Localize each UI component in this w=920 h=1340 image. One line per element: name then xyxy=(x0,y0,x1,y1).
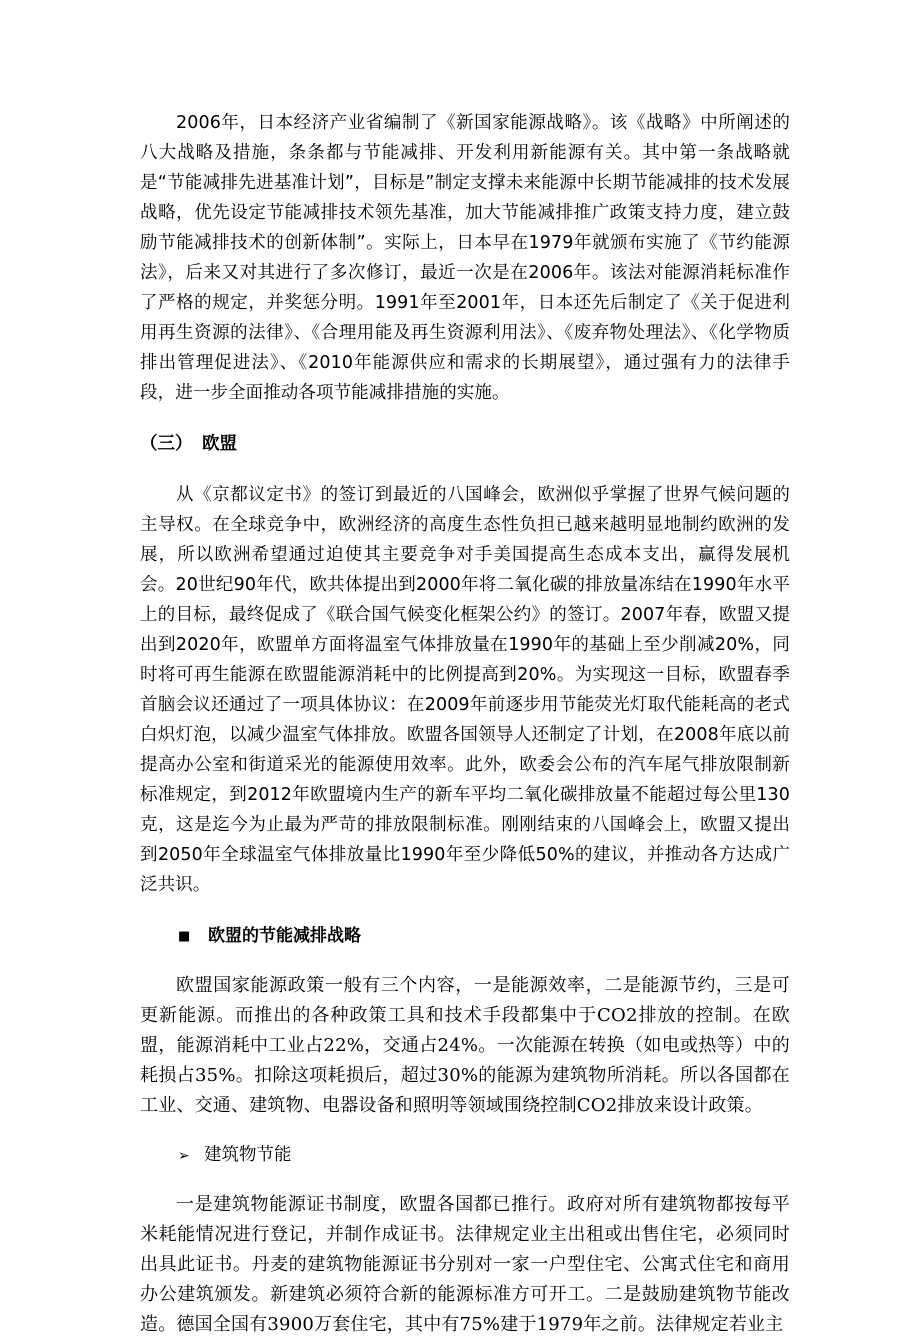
arrow-bullet-icon: ➢ xyxy=(178,1148,190,1164)
square-bullet-icon: ■ xyxy=(178,929,191,944)
sub-heading-building xyxy=(140,1140,790,1171)
paragraph-building-energy: 一是建筑物能源证书制度，欧盟各国都已推行。政府对所有建筑物都按每平米耗能情况进行登记，并制作成证书。法律规定业主出租或出售住宅，必须同时出具此证书。丹麦的建筑物能源证书分别对一家一户型住宅、公寓式住宅和商用办公建筑颁发。新建筑必须符合新的能源标准方可开工。二是鼓励建筑物节能改造。德国全国有3900万套住宅，其中有75%建于1979年之前。法律规定若业主 xyxy=(140,1194,790,1335)
document-page xyxy=(140,108,790,1340)
spacer xyxy=(140,900,790,921)
spacer xyxy=(140,952,790,971)
section-title: 欧盟 xyxy=(202,434,237,454)
paragraph-eu-energy-policy: 欧盟国家能源政策一般有三个内容，一是能源效率，二是能源节约，三是可更新能源。而推出的各种政策工具和技术手段都集中于CO2排放的控制。在欧盟，能源消耗中工业占22%，交通占24%。一次能源在转换（如电或热等）中的耗损占35%。扣除这项耗损后，超过30%的能源为建筑物所消耗。所以各国都在工业、交通、建筑物、电器设备和照明等领域围绕控制CO2排放来设计政策。 xyxy=(140,975,790,1116)
spacer xyxy=(140,459,790,480)
bullet-heading-eu-strategy xyxy=(140,921,790,952)
sub-heading-title: 建筑物节能 xyxy=(204,1145,292,1165)
spacer xyxy=(140,1121,790,1140)
paragraph-japan-strategy: 2006年，日本经济产业省编制了《新国家能源战略》。该《战略》中所阐述的八大战略及措施，条条都与节能减排、开发利用新能源有关。其中第一条战略就是“节能减排先进基准计划”，目标是”制定支撑未来能源中长期节能减排的技术发展战略，优先设定节能减排技术领先基准，加大节能减排推广政策支持力度，建立鼓励节能减排技术的创新体制”。实际上，日本早在1979年就颁布实施了《节约能源法》，后来又对其进行了多次修订，最近一次是在2006年。该法对能源消耗标准作了严格的规定，并奖惩分明。1991年至2001年，日本还先后制定了《关于促进利用再生资源的法律》、《合理用能及再生资源利用法》、《废弃物处理法》、《化学物质排出管理促进法》、《2010年能源供应和需求的长期展望》，通过强有力的法律手段，进一步全面推动各项节能减排措施的实施。 xyxy=(140,113,790,403)
spacer xyxy=(140,408,790,429)
spacer xyxy=(140,1171,790,1190)
bullet-heading-title: 欧盟的节能减排战略 xyxy=(208,926,361,946)
paragraph-eu-overview: 从《京都议定书》的签订到最近的八国峰会，欧洲似乎掌握了世界气候问题的主导权。在全球竞争中，欧洲经济的高度生态性负担已越来越明显地制约欧洲的发展，所以欧洲希望通过迫使其主要竞争对手美国提高生态成本支出，赢得发展机会。20世纪90年代，欧共体提出到2000年将二氧化碳的排放量冻结在1990年水平上的目标，最终促成了《联合国气候变化框架公约》的签订。2007年春，欧盟又提出到2020年，欧盟单方面将温室气体排放量在1990年的基础上至少削减20%，同时将可再生能源在欧盟能源消耗中的比例提高到20%。为实现这一目标，欧盟春季首脑会议还通过了一项具体协议：在2009年前逐步用节能荧光灯取代能耗高的老式白炽灯泡，以减少温室气体排放。欧盟各国领导人还制定了计划，在2008年底以前提高办公室和街道采光的能源使用效率。此外，欧委会公布的汽车尾气排放限制新标准规定，到2012年欧盟境内生产的新车平均二氧化碳排放量不能超过每公里130克，这是迄今为止最为严苛的排放限制标准。刚刚结束的八国峰会上，欧盟又提出到2050年全球温室气体排放量比1990年至少降低50%的建议，并推动各方达成广泛共识。 xyxy=(140,485,790,895)
section-heading-eu xyxy=(140,429,790,459)
section-number: （三） xyxy=(140,434,193,454)
